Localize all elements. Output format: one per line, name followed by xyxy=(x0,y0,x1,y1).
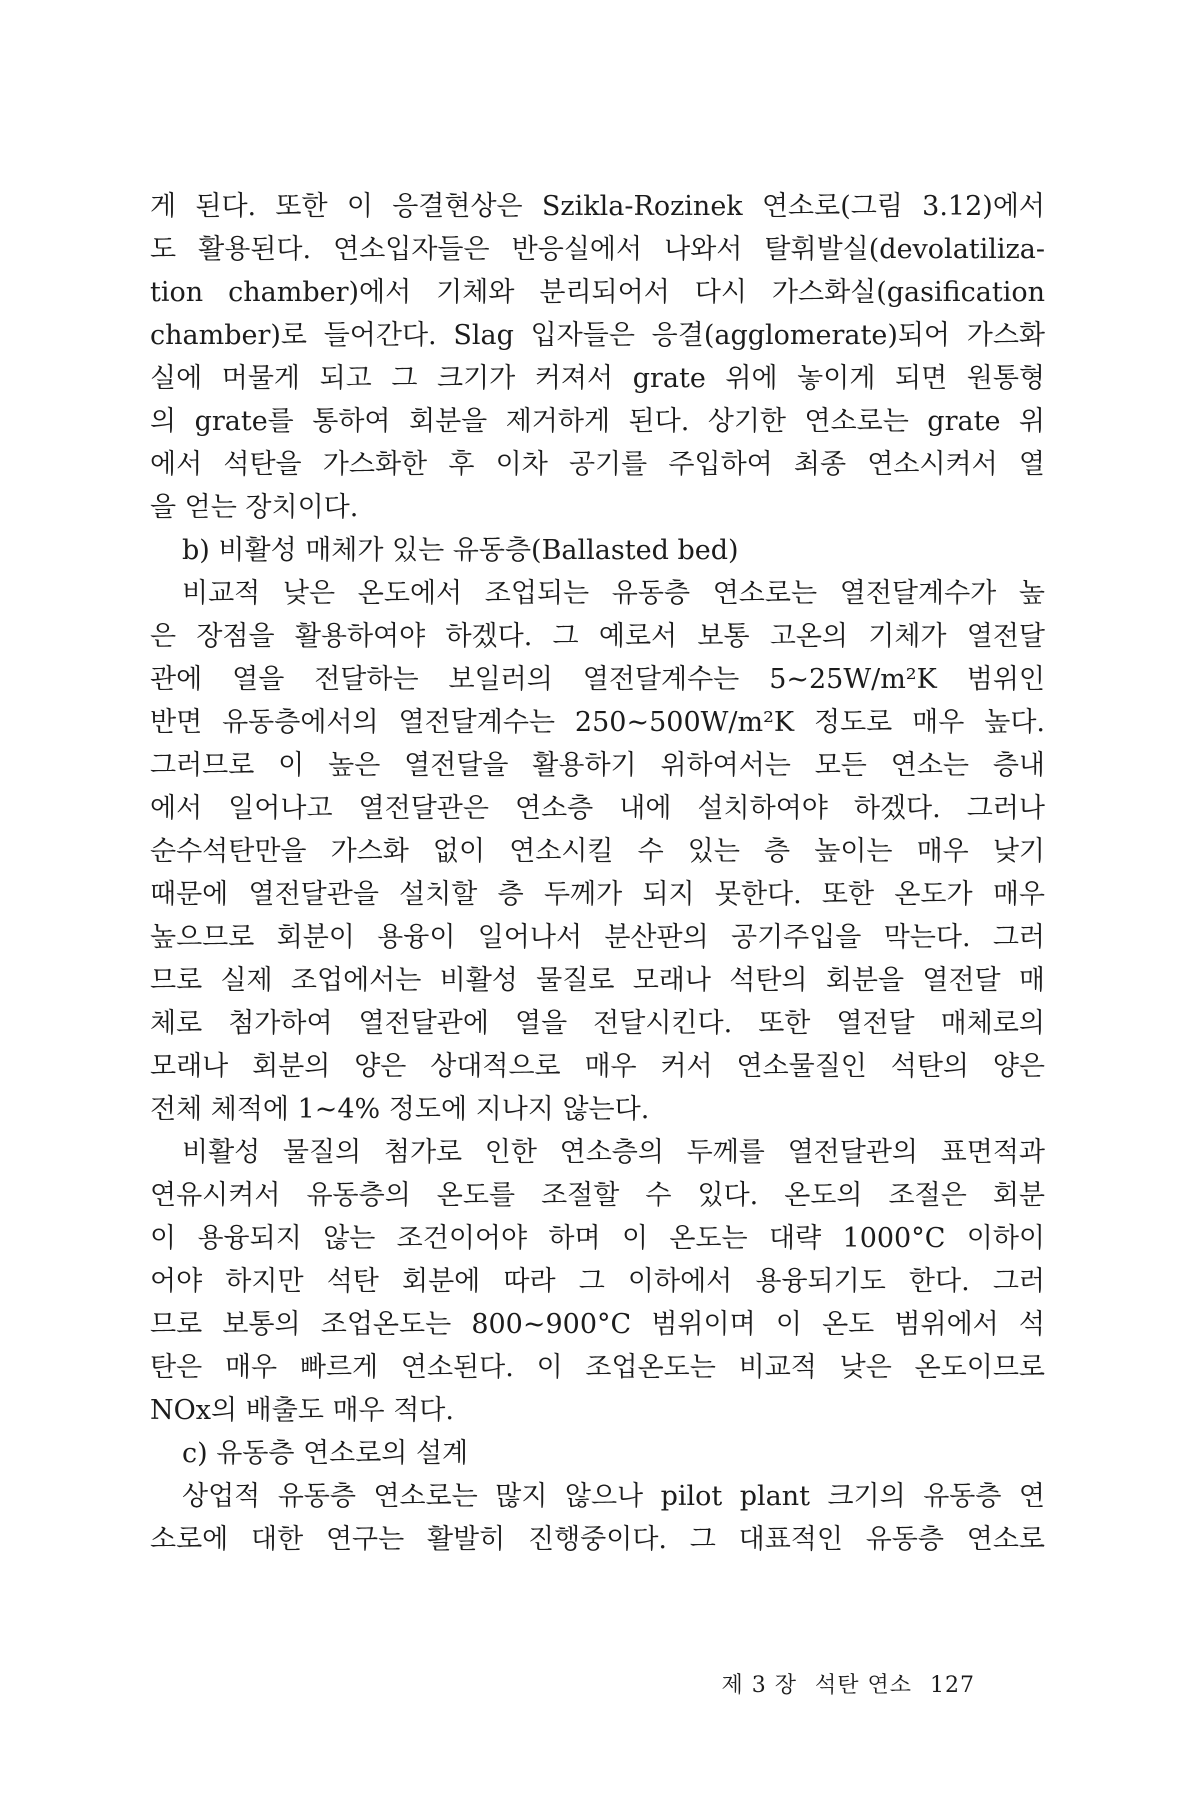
text-line: 도 활용된다. 연소입자들은 반응실에서 나와서 탈휘발실(devolatiliza- xyxy=(150,234,1045,265)
text-line: 비활성 물질의 첨가로 인한 연소층의 두께를 열전달관의 표면적과 xyxy=(182,1137,1045,1168)
text-line: 반면 유동층에서의 열전달계수는 250~500W/m²K 정도로 매우 높다. xyxy=(150,707,1045,738)
text-line: 전체 체적에 1~4% 정도에 지나지 않는다. xyxy=(150,1094,650,1125)
text-line: 므로 실제 조업에서는 비활성 물질로 모래나 석탄의 회분을 열전달 매 xyxy=(150,965,1045,996)
text-line: 의 grate를 통하여 회분을 제거하게 된다. 상기한 연소로는 grate 위 xyxy=(150,406,1045,437)
page-footer xyxy=(150,1668,975,1699)
text-line: 비교적 낮은 온도에서 조업되는 유동층 연소로는 열전달계수가 높 xyxy=(182,578,1045,609)
section-heading-b: b) 비활성 매체가 있는 유동층(Ballasted bed) xyxy=(182,535,739,566)
text-line: 므로 보통의 조업온도는 800~900°C 범위이며 이 온도 범위에서 석 xyxy=(150,1309,1045,1340)
text-line: 을 얻는 장치이다. xyxy=(150,492,359,523)
text-line: 때문에 열전달관을 설치할 층 두께가 되지 못한다. 또한 온도가 매우 xyxy=(150,879,1045,910)
text-line: 순수석탄만을 가스화 없이 연소시킬 수 있는 층 높이는 매우 낮기 xyxy=(150,836,1045,867)
text-line: 에서 일어나고 열전달관은 연소층 내에 설치하여야 하겠다. 그러나 xyxy=(150,793,1045,824)
text-line: 어야 하지만 석탄 회분에 따라 그 이하에서 용융되기도 한다. 그러 xyxy=(150,1266,1045,1297)
text-line: 모래나 회분의 양은 상대적으로 매우 커서 연소물질인 석탄의 양은 xyxy=(150,1051,1045,1082)
section-heading-c: c) 유동층 연소로의 설계 xyxy=(182,1438,469,1469)
text-line: 에서 석탄을 가스화한 후 이차 공기를 주입하여 최종 연소시켜서 열 xyxy=(150,449,1045,480)
text-line: 은 장점을 활용하여야 하겠다. 그 예로서 보통 고온의 기체가 열전달 xyxy=(150,621,1045,652)
text-line: 그러므로 이 높은 열전달을 활용하기 위하여서는 모든 연소는 층내 xyxy=(150,750,1045,781)
footer-chapter: 제 3 장 xyxy=(721,1673,797,1698)
text-line: 연유시켜서 유동층의 온도를 조절할 수 있다. 온도의 조절은 회분 xyxy=(150,1180,1045,1211)
text-line: 이 용융되지 않는 조건이어야 하며 이 온도는 대략 1000°C 이하이 xyxy=(150,1223,1045,1254)
text-line: 탄은 매우 빠르게 연소된다. 이 조업온도는 비교적 낮은 온도이므로 xyxy=(150,1352,1045,1383)
text-line: 관에 열을 전달하는 보일러의 열전달계수는 5~25W/m²K 범위인 xyxy=(150,664,1045,695)
text-line: 소로에 대한 연구는 활발히 진행중이다. 그 대표적인 유동층 연소로 xyxy=(150,1524,1045,1555)
page-body xyxy=(150,185,1045,1561)
text-line: NOx의 배출도 매우 적다. xyxy=(150,1395,454,1426)
text-line: 상업적 유동층 연소로는 많지 않으나 pilot plant 크기의 유동층 연 xyxy=(182,1481,1045,1512)
text-line: tion chamber)에서 기체와 분리되어서 다시 가스화실(gasification xyxy=(150,277,1045,308)
page-number: 127 xyxy=(930,1673,975,1698)
text-line: 게 된다. 또한 이 응결현상은 Szikla-Rozinek 연소로(그림 3.12)에서 xyxy=(150,191,1045,222)
text-line: chamber)로 들어간다. Slag 입자들은 응결(agglomerate)되어 가스화 xyxy=(150,320,1045,351)
footer-title: 석탄 연소 xyxy=(814,1673,912,1698)
text-line: 체로 첨가하여 열전달관에 열을 전달시킨다. 또한 열전달 매체로의 xyxy=(150,1008,1045,1039)
text-line: 실에 머물게 되고 그 크기가 커져서 grate 위에 놓이게 되면 원통형 xyxy=(150,363,1045,394)
text-line: 높으므로 회분이 용융이 일어나서 분산판의 공기주입을 막는다. 그러 xyxy=(150,922,1045,953)
